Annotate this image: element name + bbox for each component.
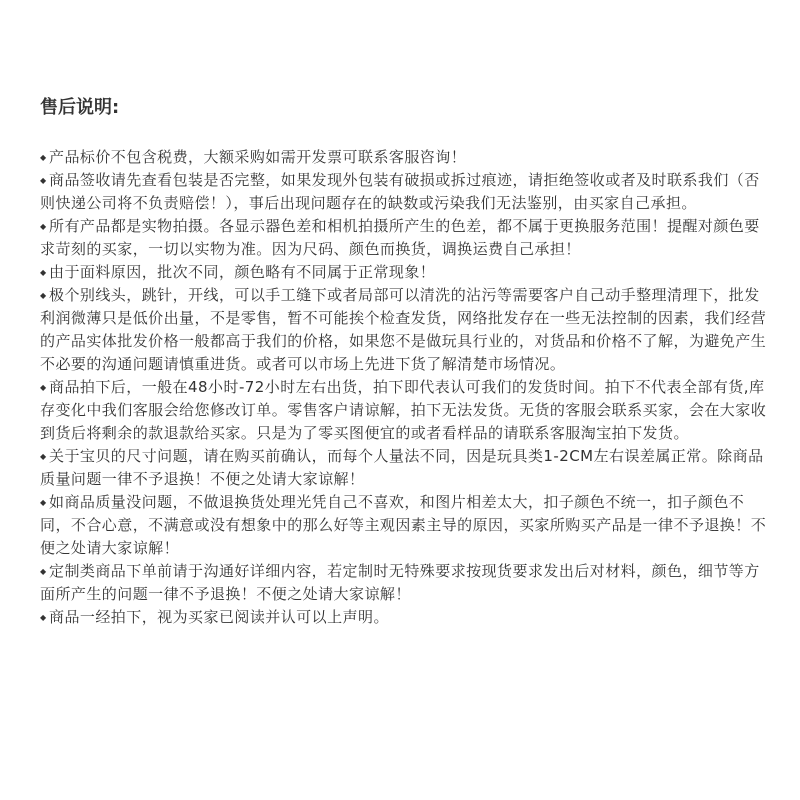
notice-item xyxy=(40,169,768,215)
diamond-bullet-icon: ◆ xyxy=(40,222,47,231)
diamond-bullet-icon: ◆ xyxy=(40,383,47,392)
notice-item xyxy=(40,560,768,606)
notice-item xyxy=(40,445,768,491)
notice-item xyxy=(40,606,768,629)
diamond-bullet-icon: ◆ xyxy=(40,498,47,507)
diamond-bullet-icon: ◆ xyxy=(40,153,47,162)
notice-item xyxy=(40,491,768,560)
page-title: 售后说明: xyxy=(40,97,120,118)
notice-text: 商品拍下后，一般在48小时-72小时左右出货，拍下即代表认可我们的发货时间。拍下不代表全部有货,库存变化中我们客服会给您修改订单。零售客户请谅解，拍下无法发货。无货的客服会联系买家，会在大家收到货后将剩余的款退款给买家。只是为了零买图便宜的或者看样品的请联系客服淘宝拍下发货。 xyxy=(40,378,767,442)
notice-text: 商品签收请先查看包装是否完整，如果发现外包装有破损或拆过痕迹，请拒绝签收或者及时联系我们（否则快递公司将不负责赔偿！），事后出现问题存在的缺数或污染我们无法鉴别，由买家自己承担。 xyxy=(40,171,760,212)
notice-text: 如商品质量没问题，不做退换货处理光凭自己不喜欢，和图片相差太大，扣子颜色不统一，扣子颜色不同，不合心意，不满意或没有想象中的那么好等主观因素主导的原因，买家所购买产品是一律不予退换！不便之处请大家谅解！ xyxy=(40,493,767,557)
notice-text: 所有产品都是实物拍摄。各显示器色差和相机拍摄所产生的色差，都不属于更换服务范围！提醒对颜色要求苛刻的买家，一切以实物为准。因为尺码、颜色而换货，调换运费自己承担！ xyxy=(40,217,760,258)
notice-text: 定制类商品下单前请于沟通好详细内容，若定制时无特殊要求按现货要求发出后对材料，颜色，细节等方面所产生的问题一律不予退换！不便之处请大家谅解！ xyxy=(40,562,760,603)
diamond-bullet-icon: ◆ xyxy=(40,452,47,461)
diamond-bullet-icon: ◆ xyxy=(40,268,47,277)
diamond-bullet-icon: ◆ xyxy=(40,176,47,185)
diamond-bullet-icon: ◆ xyxy=(40,567,47,576)
notice-text: 极个别线头，跳针，开线，可以手工缝下或者局部可以清洗的沾污等需要客户自己动手整理清理下，批发利润微薄只是低价出量，不是零售，暂不可能挨个检查发货，网络批发存在一些无法控制的因素，我们经营的产品实体批发价格一般都高于我们的价格，如果您不是做玩具行业的，对货品和价格不了解，为避免产生不必要的沟通问题请慎重进货。或者可以市场上先进下货了解清楚市场情况。 xyxy=(40,286,767,373)
notice-text: 产品标价不包含税费，大额采购如需开发票可联系客服咨询！ xyxy=(49,148,467,166)
notice-text: 商品一经拍下，视为买家已阅读并认可以上声明。 xyxy=(49,608,389,626)
notice-list xyxy=(40,146,768,629)
notice-item xyxy=(40,261,768,284)
notice-item xyxy=(40,284,768,376)
diamond-bullet-icon: ◆ xyxy=(40,613,47,622)
notice-item xyxy=(40,146,768,169)
notice-item xyxy=(40,215,768,261)
notice-text: 关于宝贝的尺寸问题，请在购买前确认，而每个人量法不同，因是玩具类1-2CM左右误差属正常。除商品质量问题一律不予退换！不便之处请大家谅解！ xyxy=(40,447,764,488)
notice-item xyxy=(40,376,768,445)
notice-text: 由于面料原因，批次不同，颜色略有不同属于正常现象！ xyxy=(49,263,436,281)
diamond-bullet-icon: ◆ xyxy=(40,291,47,300)
